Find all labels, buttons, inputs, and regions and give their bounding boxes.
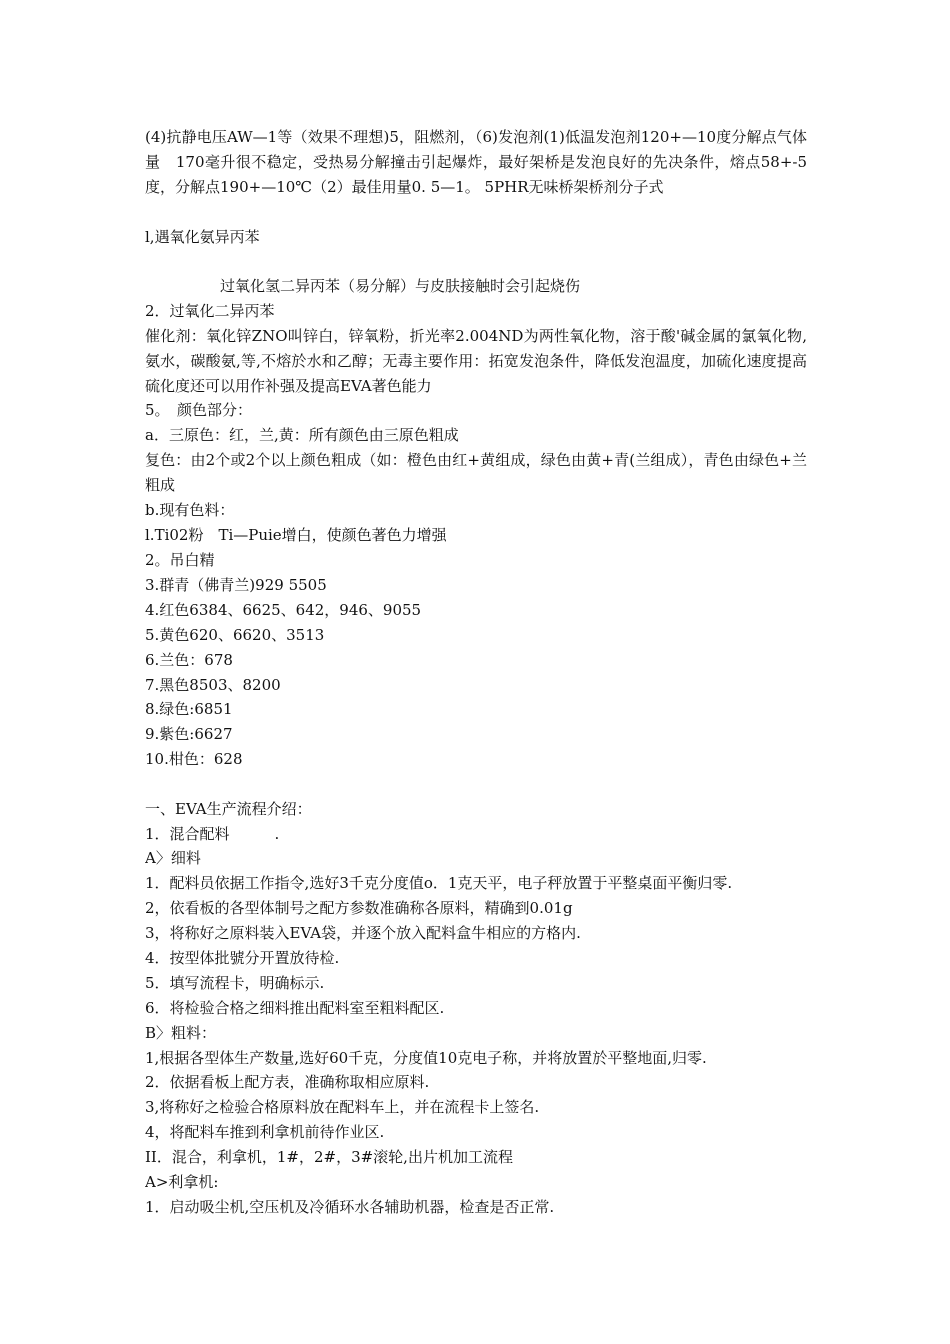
text-line: l,遇氧化氨异丙苯 xyxy=(145,228,260,246)
text-line: 2．过氧化二异丙苯 xyxy=(145,302,275,320)
paragraph-catalyst: 催化剂：氧化锌ZNO叫锌白，锌氧粉，折光率2.004ND为两性氧化物，溶于酸'碱金属的氯氧化物,氨水，碳酸氨,等,不熔於水和乙醇；无毒主要作用：拓宽发泡条件，降低发泡温度，加硫化速度提高硫化度还可以用作补强及提高EVA著色能力 xyxy=(145,327,807,395)
text-line: 过氧化氢二异丙苯（易分解）与皮肤接触时会引起烧伤 xyxy=(145,277,581,295)
list-item: 1．启动吸尘机,空压机及冷循环水各辅助机器，检查是否正常. xyxy=(145,1198,555,1216)
list-item: 5．填写流程卡，明确标示. xyxy=(145,974,325,992)
list-item: 4，将配料车推到利拿机前待作业区. xyxy=(145,1123,385,1141)
section-heading-color: 5。 颜色部分： xyxy=(145,401,253,419)
list-item: 1,根据各型体生产数量,选好60千克，分度值10克电子称，并将放置於平整地面,归零. xyxy=(145,1049,707,1067)
paragraph-compound-color: 复色：由2个或2个以上颜色粗成（如：橙色由红+黄组成，绿色由黄+青(兰组成），青色由绿色+兰粗成 xyxy=(145,451,807,494)
list-item: l.Ti02粉 Ti—Puie增白，使颜色著色力增强 xyxy=(145,526,447,544)
subheading: B〉粗料： xyxy=(145,1024,217,1042)
list-item: 2。吊白精 xyxy=(145,551,215,569)
list-item: 5.黄色620、6620、3513 xyxy=(145,626,325,644)
text-line: 1．混合配料 . xyxy=(145,825,280,843)
list-item: 6.兰色：678 xyxy=(145,651,233,669)
list-item: 9.紫色:6627 xyxy=(145,725,233,743)
section-heading-eva-process: 一、EVA生产流程介绍： xyxy=(145,800,312,818)
list-item: 4.红色6384、6625、642，946、9055 xyxy=(145,601,422,619)
subheading: A>利拿机: xyxy=(145,1173,219,1191)
text-line: a．三原色：红，兰,黄：所有颜色由三原色粗成 xyxy=(145,426,459,444)
list-item: 1．配料员依据工作指令,选好3千克分度值o．1克天平，电子秤放置于平整桌面平衡归零. xyxy=(145,874,733,892)
list-item: 7.黑色8503、8200 xyxy=(145,676,281,694)
list-item: 6．将检验合格之细料推出配料室至粗料配区. xyxy=(145,999,445,1017)
subheading: II．混合，利拿机，1#，2#，3#滚轮,出片机加工流程 xyxy=(145,1148,513,1166)
subheading: A〉细料 xyxy=(145,849,201,867)
text-line: b.现有色料： xyxy=(145,501,235,519)
list-item: 4．按型体批號分开置放待检. xyxy=(145,949,340,967)
paragraph-foaming-agent: (4)抗静电压AW—1等（效果不理想)5，阻燃剂，（6)发泡剂(1)低温发泡剂120+—10度分解点气体量 170毫升很不稳定，受热易分解撞击引起爆炸，最好架桥是发泡良好的先决条件，熔点58+-5度，分解点190+—10℃（2）最佳用量0. 5—1。 5PHR无味桥架桥剂分子式 xyxy=(145,128,807,196)
list-item: 8.绿色:6851 xyxy=(145,700,233,718)
list-item: 2，依看板的各型体制号之配方参数准确称各原料，精确到0.01g xyxy=(145,899,573,917)
list-item: 3.群青（佛青兰)929 5505 xyxy=(145,576,327,594)
list-item: 10.柑色：628 xyxy=(145,750,243,768)
list-item: 3,将称好之检验合格原料放在配料车上，并在流程卡上签名. xyxy=(145,1098,540,1116)
list-item: 3，将称好之原料装入EVA袋，并逐个放入配料盒牛相应的方格内. xyxy=(145,924,581,942)
list-item: 2．依据看板上配方表，准确称取相应原料. xyxy=(145,1073,430,1091)
